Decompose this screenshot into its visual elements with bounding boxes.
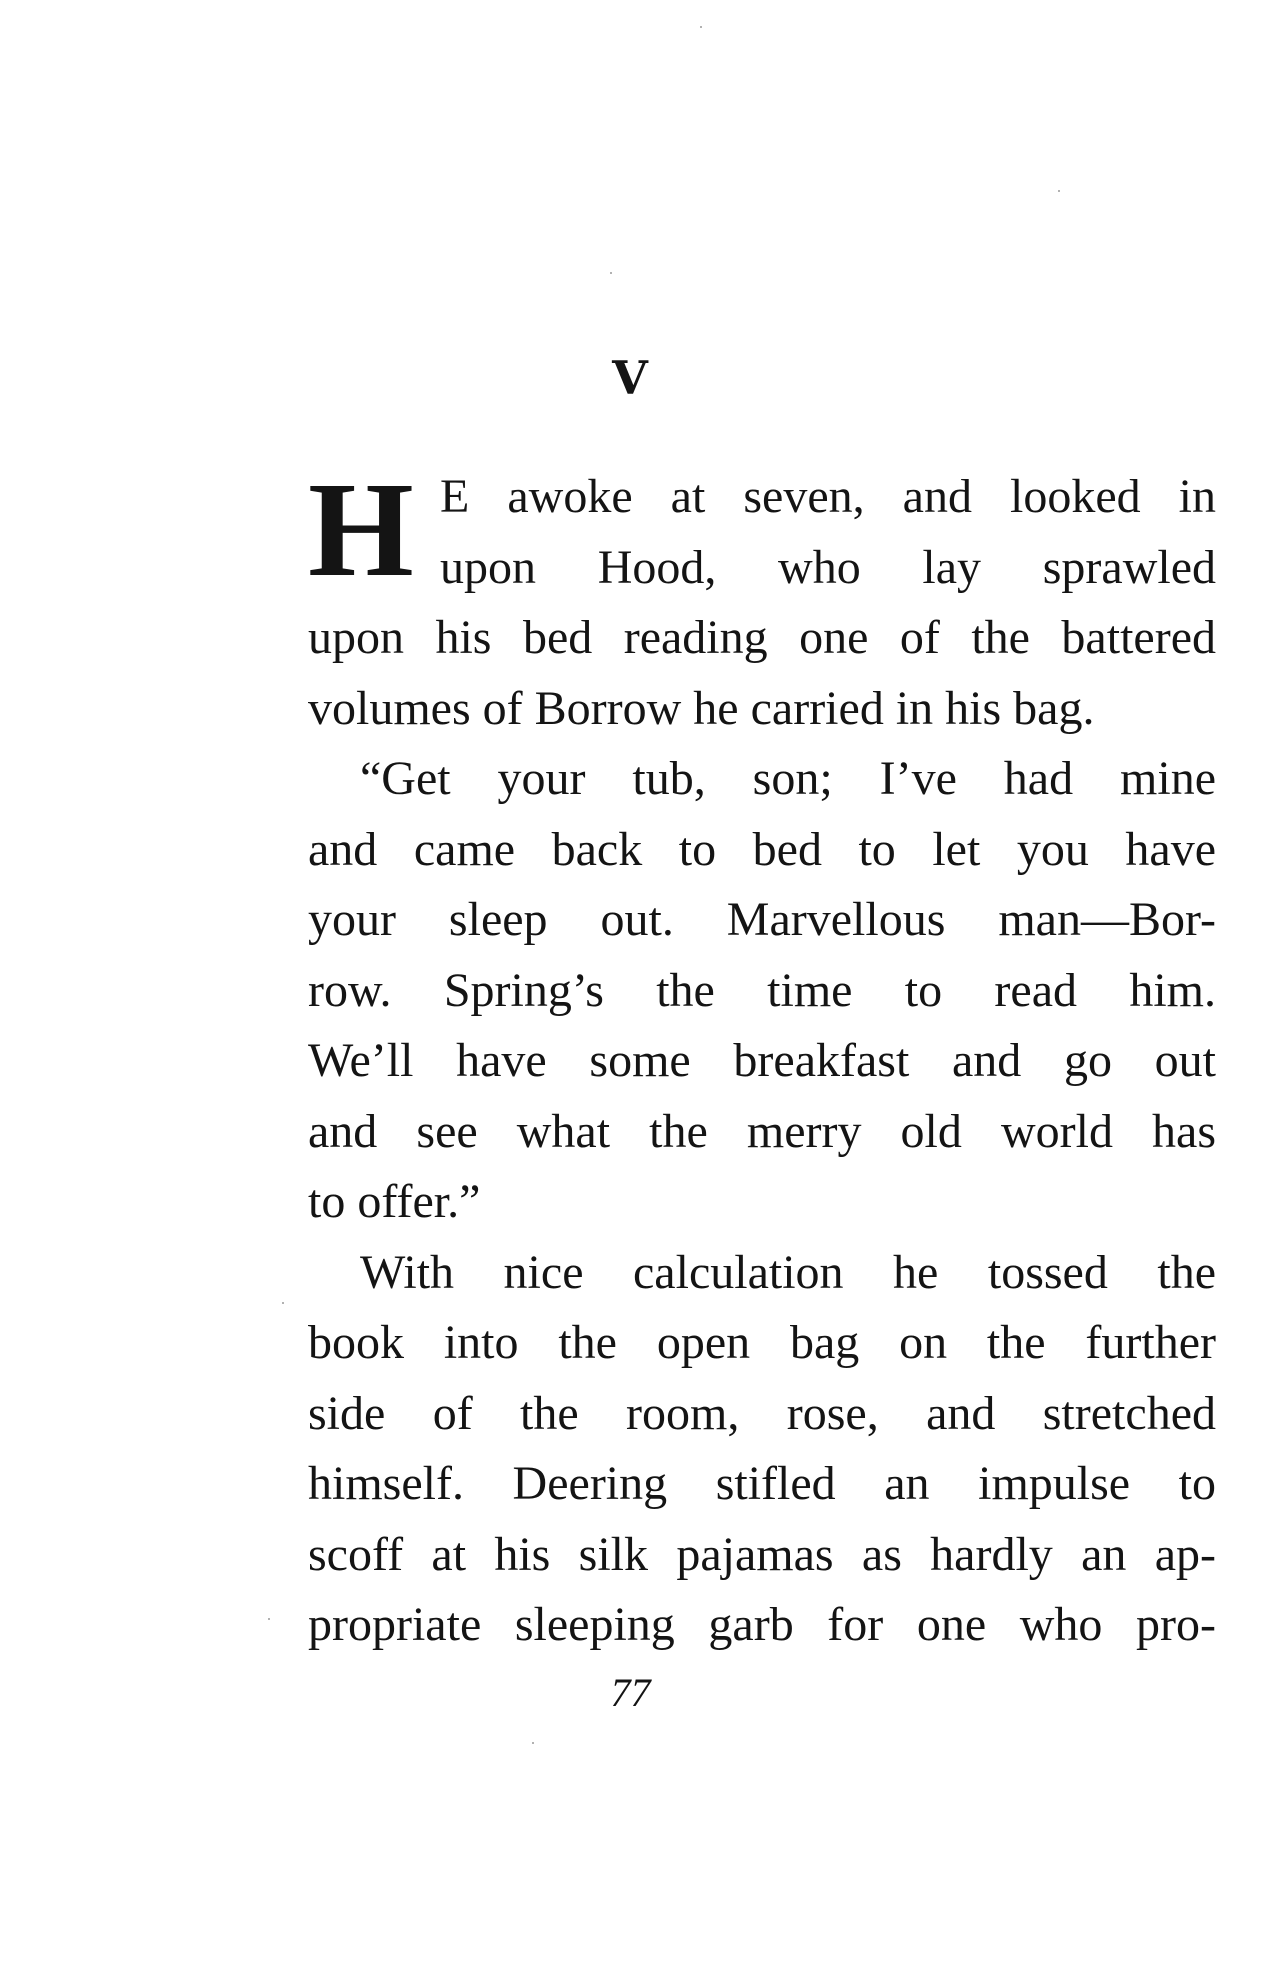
text-line: “Get your tub, son; I’ve had mine [360, 752, 1216, 805]
drop-cap: H [308, 455, 414, 605]
text-line: upon Hood, who lay sprawled [440, 540, 1216, 594]
paper-speck [610, 272, 612, 274]
paper-speck [268, 1618, 270, 1620]
paper-speck [532, 1742, 534, 1744]
text-line: book into the open bag on the further [308, 1316, 1216, 1369]
text-line: scoff at his silk pajamas as hardly an ap- [308, 1527, 1216, 1581]
text-line: and came back to bed to let you have [308, 822, 1216, 876]
text-line: E awoke at seven, and looked in [440, 470, 1216, 523]
text-line: propriate sleeping garb for one who pro- [308, 1598, 1216, 1651]
text-line: side of the room, rose, and stretched [308, 1386, 1216, 1440]
text-line: We’ll have some breakfast and go out [308, 1034, 1216, 1087]
paper-speck [700, 26, 702, 28]
text-line: himself. Deering stifled an impulse to [308, 1457, 1216, 1510]
page-number: 77 [610, 1670, 651, 1715]
paper-speck [1058, 190, 1060, 192]
text-line: volumes of Borrow he carried in his bag. [308, 681, 1095, 735]
chapter-number: V [612, 351, 649, 405]
text-line: upon his bed reading one of the battered [308, 611, 1216, 664]
text-line: With nice calculation he tossed the [360, 1245, 1216, 1299]
text-line: your sleep out. Marvellous man—Bor- [308, 893, 1216, 946]
text-line: to offer.” [308, 1175, 481, 1228]
text-line: and see what the merry old world has [308, 1104, 1216, 1158]
body-text [308, 455, 1216, 1661]
paper-speck [282, 1302, 284, 1304]
text-line: row. Spring’s the time to read him. [308, 963, 1216, 1017]
